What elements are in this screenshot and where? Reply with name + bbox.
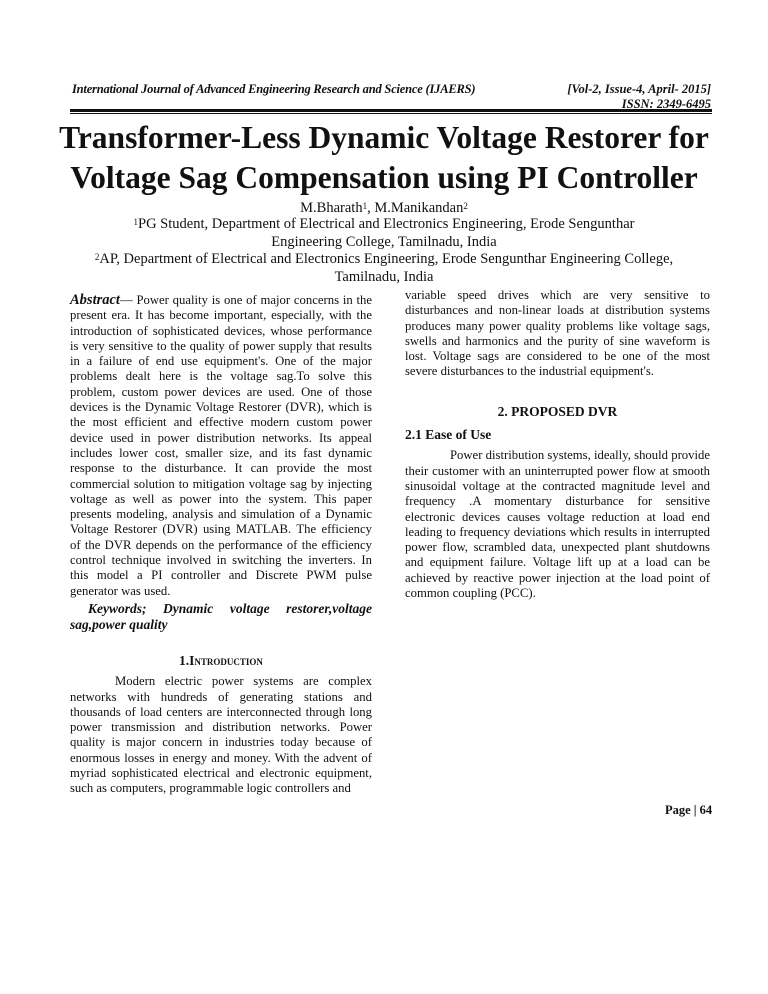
abstract-label: Abstract	[70, 292, 120, 308]
right-column	[405, 288, 710, 601]
section-heading-proposed-dvr: 2. PROPOSED DVR	[497, 403, 618, 419]
author-affil-mark: 2	[463, 201, 468, 211]
title-line-1: Transformer-Less Dynamic Voltage Restorer for	[59, 120, 709, 155]
author-list	[40, 199, 728, 217]
section-heading-introduction	[70, 653, 372, 668]
section-title: Introduction	[189, 652, 263, 668]
author-name: M.Bharath	[300, 200, 363, 216]
paper-title	[40, 118, 728, 198]
affiliation-2-line-1	[40, 251, 728, 269]
volume-issue: [Vol-2, Issue-4, April- 2015]	[567, 82, 711, 96]
abstract	[70, 293, 372, 599]
journal-name: International Journal of Advanced Engineering Research and Science (IJAERS)	[72, 82, 476, 96]
affil-mark: 1	[133, 217, 138, 227]
issn: ISSN: 2349-6495	[621, 97, 711, 111]
section-number: 1.	[179, 652, 190, 668]
affiliations	[40, 216, 728, 286]
affiliation-text: PG Student, Department of Electrical and Electronics Engineering, Erode Sengunthar	[138, 216, 635, 232]
header-rule	[70, 109, 712, 114]
affiliation-2-line-2: Tamilnadu, India	[334, 268, 434, 285]
left-column	[70, 293, 372, 797]
introduction-continued: variable speed drives which are very sensitive to disturbances and non-linear loads at distribution systems produces many power quality problems like voltage sags, swells and harmonics and the purity of sine waveform is lost. Voltage sags are considered to be one of the most severe disturbances to the industrial equipment's.	[405, 288, 710, 379]
author-name: M.Manikandan	[374, 200, 464, 216]
affiliation-1-line-2: Engineering College, Tamilnadu, India	[271, 233, 497, 250]
ease-of-use-paragraph: Power distribution systems, ideally, should provide their customer with an uninterrupted power flow at smooth sinusoidal voltage at the contracted magnitude level and frequency .A momentary disturbance for sensitive electronic devices causes voltage reduction at load end leading to frequency deviations which results in interrupted power flow, scrambled data, unexpected plant shutdowns and equipment failure. Voltage lift up at a load can be achieved by reactive power injection at the load point of common coupling (PCC).	[405, 448, 710, 601]
subsection-heading-ease-of-use: 2.1 Ease of Use	[405, 427, 492, 443]
issue-info	[567, 82, 711, 112]
affil-mark: 2	[94, 252, 100, 262]
abstract-text: Power quality is one of major concerns in the present era. It has become important, especially, with the introduction of sophisticated devices, whose performance is very sensitive to the quality of power supply that results in a failure of end use equipment's. One of the major problems dealt here is the voltage sag.To solve this problem, custom power devices are used. One of those devices is the Dynamic Voltage Restorer (DVR), which is the most efficient and effective modern custom power device used in power distribution networks. Its appeal includes lower cost, smaller size, and its fast dynamic response to the disturbance. It can provide the most commercial solution to mitigation voltage sag by injecting voltage as well as power into the system. This paper presents modeling, analysis and simulation of a Dynamic Voltage Restorer (DVR) using MATLAB. The efficiency of the DVR depends on the performance of the efficiency control technique involved in switching the inverters. In this model a PI controller and Discrete PWM pulse generator was used.	[70, 293, 372, 598]
author-separator: ,	[367, 200, 375, 216]
page-number: Page | 64	[665, 803, 713, 817]
keywords: Keywords; Dynamic voltage restorer,voltage sag,power quality	[70, 600, 372, 632]
abstract-dash: —	[119, 293, 137, 307]
introduction-paragraph: Modern electric power systems are complex networks with hundreds of generating stations and thousands of load centers are interconnected through long power transmission and distribution networks. Power quality is major concern in industries today because of enormous losses in energy and money. With the advent of myriad sophisticated electrical and electronic equipment, such as computers, programmable logic controllers and	[70, 674, 372, 796]
author-affil-mark: 1	[362, 201, 368, 211]
title-line-2: Voltage Sag Compensation using PI Controller	[70, 160, 698, 195]
affiliation-text: AP, Department of Electrical and Electronics Engineering, Erode Sengunthar Engineering College,	[99, 251, 674, 267]
affiliation-1-line-1	[40, 216, 728, 234]
